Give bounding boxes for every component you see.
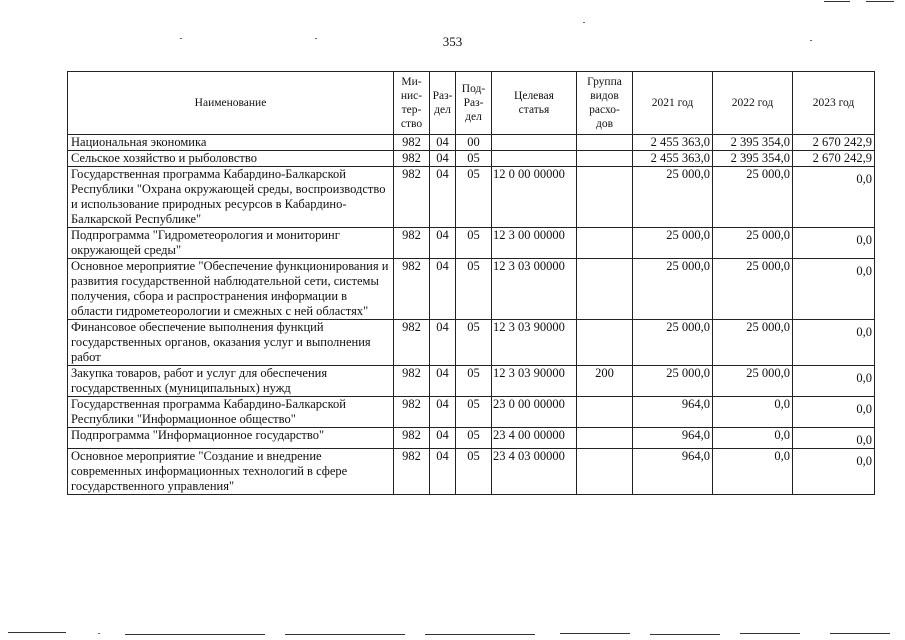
cell-2023: 2 670 242,9 xyxy=(793,135,875,151)
scan-artifact-line xyxy=(740,633,800,634)
cell-ministry: 982 xyxy=(394,320,430,366)
cell-subsection: 05 xyxy=(456,151,492,167)
cell-subsection: 05 xyxy=(456,167,492,228)
cell-ministry: 982 xyxy=(394,259,430,320)
cell-subsection: 05 xyxy=(456,259,492,320)
cell-name: Финансовое обеспечение выполнения функций государственных органов, оказания услуг и выполнения работ xyxy=(68,320,394,366)
table-row xyxy=(68,449,875,495)
header-subsection: Под- Раз- дел xyxy=(456,72,492,135)
cell-subsection: 05 xyxy=(456,428,492,449)
cell-subsection: 05 xyxy=(456,397,492,428)
cell-expense-group xyxy=(577,259,633,320)
cell-expense-group xyxy=(577,428,633,449)
cell-2022: 0,0 xyxy=(713,449,793,495)
cell-2021: 25 000,0 xyxy=(633,228,713,259)
cell-target xyxy=(492,135,577,151)
header-name: Наименование xyxy=(68,72,394,135)
scan-artifact-line xyxy=(824,1,850,2)
cell-expense-group: 200 xyxy=(577,366,633,397)
cell-section: 04 xyxy=(430,428,456,449)
cell-section: 04 xyxy=(430,228,456,259)
cell-expense-group xyxy=(577,167,633,228)
cell-2021: 2 455 363,0 xyxy=(633,135,713,151)
page-number: 353 xyxy=(442,34,463,49)
cell-2022: 2 395 354,0 xyxy=(713,135,793,151)
header-ministry: Ми- нис- тер- ство xyxy=(394,72,430,135)
cell-2023: 0,0 xyxy=(793,167,875,228)
header-2023: 2023 год xyxy=(793,72,875,135)
table-row xyxy=(68,228,875,259)
scan-artifact-line xyxy=(830,633,890,634)
cell-2023: 0,0 xyxy=(793,259,875,320)
cell-2022: 25 000,0 xyxy=(713,167,793,228)
cell-2021: 25 000,0 xyxy=(633,259,713,320)
cell-section: 04 xyxy=(430,151,456,167)
cell-2023: 0,0 xyxy=(793,397,875,428)
scan-artifact-line xyxy=(866,1,894,2)
table-row xyxy=(68,167,875,228)
cell-2022: 25 000,0 xyxy=(713,320,793,366)
header-section: Раз- дел xyxy=(430,72,456,135)
header-target: Целевая статья xyxy=(492,72,577,135)
table-row xyxy=(68,135,875,151)
cell-target: 23 0 00 00000 xyxy=(492,397,577,428)
cell-section: 04 xyxy=(430,449,456,495)
table-row xyxy=(68,428,875,449)
scan-artifact-dot xyxy=(180,38,182,39)
header-expense-group: Группа видов расхо- дов xyxy=(577,72,633,135)
cell-2021: 25 000,0 xyxy=(633,320,713,366)
cell-subsection: 05 xyxy=(456,449,492,495)
scan-artifact-dot xyxy=(98,633,100,634)
cell-target: 12 3 03 00000 xyxy=(492,259,577,320)
cell-target: 23 4 03 00000 xyxy=(492,449,577,495)
table-row xyxy=(68,397,875,428)
cell-ministry: 982 xyxy=(394,167,430,228)
cell-name: Основное мероприятие "Обеспечение функционирования и развития государственной наблюдательной сети, системы получения, сбора и распространения информации в области гидрометеорологии и смежных с ней областях" xyxy=(68,259,394,320)
cell-2023: 0,0 xyxy=(793,228,875,259)
cell-2021: 964,0 xyxy=(633,428,713,449)
cell-expense-group xyxy=(577,320,633,366)
scan-artifact-line xyxy=(650,634,720,635)
cell-section: 04 xyxy=(430,397,456,428)
scan-artifact-line xyxy=(8,632,66,633)
cell-name: Национальная экономика xyxy=(68,135,394,151)
cell-2023: 0,0 xyxy=(793,449,875,495)
cell-target xyxy=(492,151,577,167)
cell-section: 04 xyxy=(430,135,456,151)
cell-2021: 25 000,0 xyxy=(633,167,713,228)
scan-artifact-line xyxy=(285,634,405,635)
cell-ministry: 982 xyxy=(394,428,430,449)
cell-2023: 0,0 xyxy=(793,428,875,449)
cell-name: Государственная программа Кабардино-Балкарской Республики "Информационное общество" xyxy=(68,397,394,428)
scan-artifact-dot xyxy=(810,40,812,41)
cell-2022: 0,0 xyxy=(713,397,793,428)
cell-2023: 0,0 xyxy=(793,366,875,397)
cell-ministry: 982 xyxy=(394,449,430,495)
cell-name: Основное мероприятие "Создание и внедрение современных информационных технологий в сфере государственного управления" xyxy=(68,449,394,495)
table-body xyxy=(68,135,875,495)
table-row xyxy=(68,151,875,167)
cell-name: Закупка товаров, работ и услуг для обеспечения государственных (муниципальных) нужд xyxy=(68,366,394,397)
cell-target: 12 3 00 00000 xyxy=(492,228,577,259)
cell-ministry: 982 xyxy=(394,151,430,167)
cell-2022: 0,0 xyxy=(713,428,793,449)
cell-2021: 964,0 xyxy=(633,397,713,428)
scan-artifact-dot xyxy=(315,38,317,39)
cell-target: 12 3 03 90000 xyxy=(492,366,577,397)
cell-2023: 0,0 xyxy=(793,320,875,366)
table-row xyxy=(68,366,875,397)
cell-section: 04 xyxy=(430,320,456,366)
cell-target: 12 3 03 90000 xyxy=(492,320,577,366)
cell-section: 04 xyxy=(430,259,456,320)
cell-ministry: 982 xyxy=(394,397,430,428)
scan-artifact-line xyxy=(425,634,535,635)
cell-name: Сельское хозяйство и рыболовство xyxy=(68,151,394,167)
cell-ministry: 982 xyxy=(394,135,430,151)
cell-2023: 2 670 242,9 xyxy=(793,151,875,167)
cell-section: 04 xyxy=(430,167,456,228)
table-row xyxy=(68,320,875,366)
cell-target: 12 0 00 00000 xyxy=(492,167,577,228)
cell-expense-group xyxy=(577,135,633,151)
cell-target: 23 4 00 00000 xyxy=(492,428,577,449)
cell-2021: 25 000,0 xyxy=(633,366,713,397)
cell-expense-group xyxy=(577,449,633,495)
cell-name: Подпрограмма "Информационное государство" xyxy=(68,428,394,449)
cell-2022: 25 000,0 xyxy=(713,228,793,259)
cell-subsection: 05 xyxy=(456,366,492,397)
table-header-row xyxy=(68,72,875,135)
cell-ministry: 982 xyxy=(394,228,430,259)
cell-name: Государственная программа Кабардино-Балкарской Республики "Охрана окружающей среды, воспроизводство и использование природных ресурсов в Кабардино-Балкарской Республике" xyxy=(68,167,394,228)
scan-artifact-dot xyxy=(583,22,585,23)
cell-ministry: 982 xyxy=(394,366,430,397)
cell-2022: 2 395 354,0 xyxy=(713,151,793,167)
scan-artifact-line xyxy=(125,634,265,635)
cell-subsection: 05 xyxy=(456,228,492,259)
cell-expense-group xyxy=(577,151,633,167)
cell-2021: 2 455 363,0 xyxy=(633,151,713,167)
cell-subsection: 05 xyxy=(456,320,492,366)
cell-2021: 964,0 xyxy=(633,449,713,495)
budget-table xyxy=(67,71,875,495)
table-row xyxy=(68,259,875,320)
header-2022: 2022 год xyxy=(713,72,793,135)
cell-section: 04 xyxy=(430,366,456,397)
scan-artifact-line xyxy=(560,633,630,634)
cell-2022: 25 000,0 xyxy=(713,259,793,320)
cell-subsection: 00 xyxy=(456,135,492,151)
cell-2022: 25 000,0 xyxy=(713,366,793,397)
header-2021: 2021 год xyxy=(633,72,713,135)
cell-expense-group xyxy=(577,397,633,428)
cell-name: Подпрограмма "Гидрометеорология и мониторинг окружающей среды" xyxy=(68,228,394,259)
cell-expense-group xyxy=(577,228,633,259)
